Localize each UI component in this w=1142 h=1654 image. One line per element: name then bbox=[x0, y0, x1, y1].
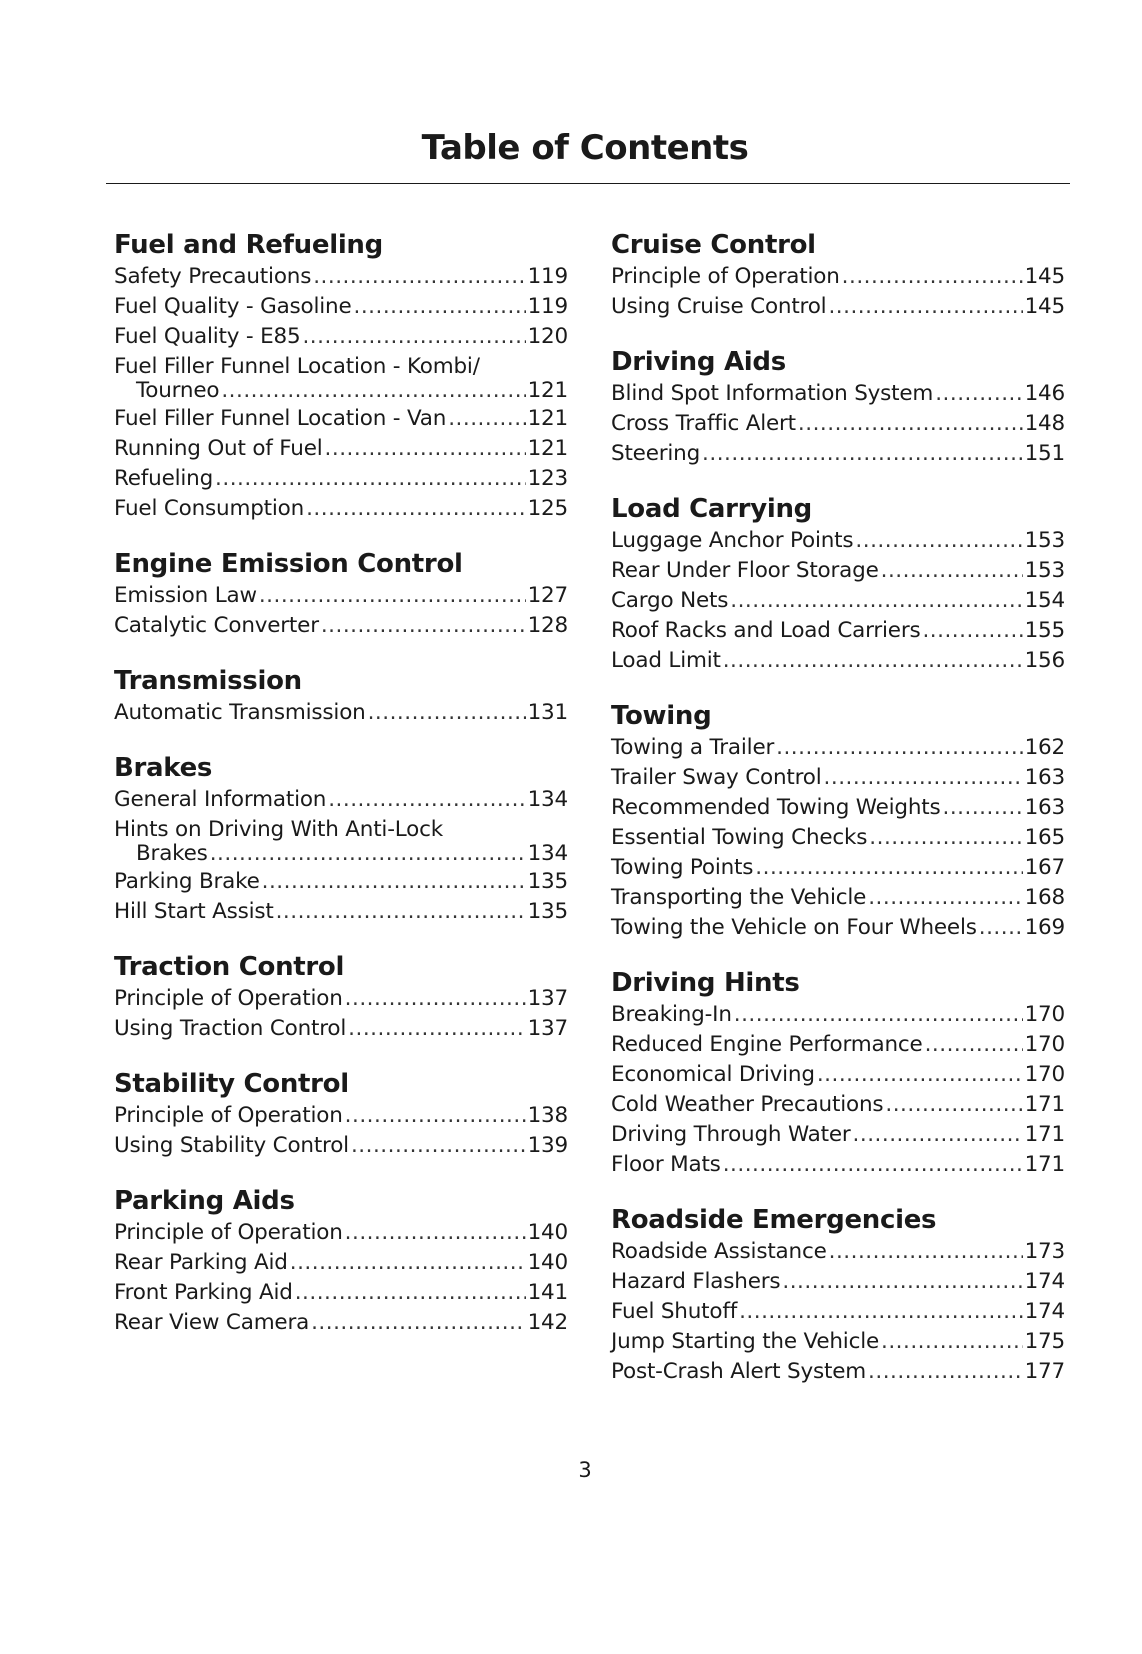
entry-label: Cargo Nets bbox=[611, 588, 729, 613]
entry-page-number: 151 bbox=[1024, 441, 1065, 466]
toc-section-fuel-and-refueling bbox=[114, 228, 568, 524]
dot-leader bbox=[828, 292, 1022, 322]
dot-leader bbox=[935, 379, 1022, 409]
toc-entry[interactable] bbox=[611, 1000, 1065, 1030]
toc-entry[interactable] bbox=[611, 379, 1065, 409]
toc-entry[interactable] bbox=[114, 1278, 568, 1308]
toc-section-traction-control bbox=[114, 950, 568, 1044]
section-heading: Stability Control bbox=[114, 1069, 349, 1099]
entry-label: Using Stability Control bbox=[114, 1133, 349, 1158]
toc-section-brakes bbox=[114, 751, 568, 927]
section-heading: Brakes bbox=[114, 753, 213, 783]
entry-page-number: 142 bbox=[527, 1310, 568, 1335]
toc-entry[interactable] bbox=[114, 581, 568, 611]
section-heading: Load Carrying bbox=[611, 494, 812, 524]
entry-page-number: 123 bbox=[527, 466, 568, 491]
dot-leader bbox=[739, 1297, 1022, 1327]
toc-entry[interactable] bbox=[611, 1237, 1065, 1267]
toc-column-left bbox=[114, 228, 568, 1361]
dot-leader bbox=[368, 698, 526, 728]
entry-page-number: 137 bbox=[527, 986, 568, 1011]
dot-leader bbox=[842, 262, 1023, 292]
entry-page-number: 169 bbox=[1024, 915, 1065, 940]
entry-label: Fuel Filler Funnel Location - Van bbox=[114, 406, 447, 431]
dot-leader bbox=[313, 262, 525, 292]
entry-label: Fuel Consumption bbox=[114, 496, 305, 521]
entry-label: Principle of Operation bbox=[114, 986, 343, 1011]
section-heading: Transmission bbox=[114, 666, 302, 696]
entry-page-number: 175 bbox=[1024, 1329, 1065, 1354]
dot-leader bbox=[855, 526, 1022, 556]
entry-page-number: 138 bbox=[527, 1103, 568, 1128]
toc-entry[interactable] bbox=[114, 404, 568, 434]
entry-label: Using Traction Control bbox=[114, 1016, 347, 1041]
entry-label: Principle of Operation bbox=[114, 1103, 343, 1128]
section-heading: Parking Aids bbox=[114, 1186, 295, 1216]
entry-label: Rear View Camera bbox=[114, 1310, 310, 1335]
dot-leader bbox=[885, 1090, 1022, 1120]
dot-leader bbox=[354, 292, 526, 322]
toc-entry[interactable] bbox=[114, 352, 568, 404]
entry-page-number: 170 bbox=[1024, 1002, 1065, 1027]
entry-page-number: 167 bbox=[1024, 855, 1065, 880]
toc-entry[interactable] bbox=[611, 439, 1065, 469]
entry-page-number: 173 bbox=[1024, 1239, 1065, 1264]
section-heading: Driving Hints bbox=[611, 968, 800, 998]
toc-section-cruise-control bbox=[611, 228, 1065, 322]
entry-page-number: 119 bbox=[527, 294, 568, 319]
entry-label: Luggage Anchor Points bbox=[611, 528, 854, 553]
section-heading: Roadside Emergencies bbox=[611, 1205, 937, 1235]
dot-leader bbox=[869, 823, 1022, 853]
entry-label: Rear Parking Aid bbox=[114, 1250, 288, 1275]
entry-label: Steering bbox=[611, 441, 701, 466]
entry-page-number: 171 bbox=[1024, 1152, 1065, 1177]
entry-label: Safety Precautions bbox=[114, 264, 312, 289]
entry-page-number: 131 bbox=[527, 700, 568, 725]
entry-page-number: 168 bbox=[1024, 885, 1065, 910]
entry-label: Principle of Operation bbox=[114, 1220, 343, 1245]
toc-entry[interactable] bbox=[114, 1248, 568, 1278]
toc-entry[interactable] bbox=[114, 1218, 568, 1248]
toc-entry[interactable] bbox=[114, 464, 568, 494]
toc-entry[interactable] bbox=[611, 793, 1065, 823]
dot-leader bbox=[215, 464, 526, 494]
entry-label: Hill Start Assist bbox=[114, 899, 274, 924]
section-heading: Towing bbox=[611, 701, 712, 731]
toc-entry[interactable] bbox=[611, 1060, 1065, 1090]
section-heading: Traction Control bbox=[114, 952, 345, 982]
dot-leader bbox=[345, 1218, 526, 1248]
dot-leader bbox=[351, 1131, 526, 1161]
dot-leader bbox=[321, 611, 526, 641]
toc-entry[interactable] bbox=[114, 434, 568, 464]
toc-entry[interactable] bbox=[611, 1120, 1065, 1150]
entry-label: Automatic Transmission bbox=[114, 700, 366, 725]
entry-label: Blind Spot Information System bbox=[611, 381, 934, 406]
dot-leader bbox=[290, 1248, 526, 1278]
toc-entry[interactable] bbox=[114, 1131, 568, 1161]
dot-leader bbox=[295, 1278, 526, 1308]
dot-leader bbox=[776, 733, 1022, 763]
entry-page-number: 146 bbox=[1024, 381, 1065, 406]
toc-entry[interactable] bbox=[114, 611, 568, 641]
entry-label: Running Out of Fuel bbox=[114, 436, 323, 461]
entry-label: Cold Weather Precautions bbox=[611, 1092, 884, 1117]
toc-entry[interactable] bbox=[114, 785, 568, 815]
dot-leader bbox=[348, 1014, 525, 1044]
entry-page-number: 121 bbox=[527, 436, 568, 461]
toc-entry[interactable] bbox=[114, 698, 568, 728]
entry-page-number: 121 bbox=[527, 406, 568, 431]
entry-page-number: 140 bbox=[527, 1250, 568, 1275]
entry-page-number: 141 bbox=[527, 1280, 568, 1305]
toc-entry[interactable] bbox=[114, 867, 568, 897]
toc-entry[interactable] bbox=[114, 897, 568, 927]
page-title: Table of Contents bbox=[421, 128, 749, 168]
dot-leader bbox=[345, 1101, 526, 1131]
dot-leader bbox=[868, 883, 1022, 913]
dot-leader bbox=[262, 867, 526, 897]
dot-leader bbox=[798, 409, 1023, 439]
toc-entry[interactable] bbox=[611, 733, 1065, 763]
toc-entry[interactable] bbox=[114, 292, 568, 322]
entry-page-number: 121 bbox=[527, 378, 568, 403]
toc-entry[interactable] bbox=[611, 1030, 1065, 1060]
entry-page-number: 170 bbox=[1024, 1032, 1065, 1057]
dot-leader bbox=[925, 1030, 1023, 1060]
entry-page-number: 165 bbox=[1024, 825, 1065, 850]
entry-page-number: 125 bbox=[527, 496, 568, 521]
entry-label: Principle of Operation bbox=[611, 264, 840, 289]
entry-label: Post-Crash Alert System bbox=[611, 1359, 867, 1384]
toc-entry[interactable] bbox=[611, 763, 1065, 793]
toc-entry[interactable] bbox=[611, 1150, 1065, 1180]
entry-label: Towing the Vehicle on Four Wheels bbox=[611, 915, 977, 940]
entry-page-number: 174 bbox=[1024, 1299, 1065, 1324]
dot-leader bbox=[942, 793, 1022, 823]
entry-label: Tourneo bbox=[136, 378, 220, 403]
entry-page-number: 140 bbox=[527, 1220, 568, 1245]
toc-column-right bbox=[611, 228, 1065, 1410]
toc-entry[interactable] bbox=[611, 1267, 1065, 1297]
entry-page-number: 148 bbox=[1024, 411, 1065, 436]
entry-label: Transporting the Vehicle bbox=[611, 885, 867, 910]
entry-label: Essential Towing Checks bbox=[611, 825, 868, 850]
entry-label: Recommended Towing Weights bbox=[611, 795, 941, 820]
entry-label: Using Cruise Control bbox=[611, 294, 827, 319]
section-heading: Engine Emission Control bbox=[114, 549, 463, 579]
dot-leader bbox=[824, 763, 1023, 793]
toc-entry[interactable] bbox=[611, 646, 1065, 676]
toc-entry[interactable] bbox=[611, 1357, 1065, 1387]
entry-page-number: 127 bbox=[527, 583, 568, 608]
page-number: 3 bbox=[578, 1458, 592, 1482]
entry-label: Roof Racks and Load Carriers bbox=[611, 618, 921, 643]
dot-leader bbox=[210, 841, 526, 867]
dot-leader bbox=[881, 1327, 1023, 1357]
entry-page-number: 163 bbox=[1024, 795, 1065, 820]
entry-page-number: 134 bbox=[527, 787, 568, 812]
entry-label: Towing Points bbox=[611, 855, 754, 880]
entry-page-number: 134 bbox=[527, 841, 568, 866]
entry-label: Floor Mats bbox=[611, 1152, 721, 1177]
section-heading: Cruise Control bbox=[611, 230, 816, 260]
entry-page-number: 128 bbox=[527, 613, 568, 638]
toc-entry[interactable] bbox=[611, 883, 1065, 913]
dot-leader bbox=[782, 1267, 1022, 1297]
dot-leader bbox=[723, 646, 1023, 676]
entry-label: Driving Through Water bbox=[611, 1122, 851, 1147]
entry-label: Emission Law bbox=[114, 583, 257, 608]
entry-label: Refueling bbox=[114, 466, 214, 491]
entry-page-number: 137 bbox=[527, 1016, 568, 1041]
dot-leader bbox=[734, 1000, 1023, 1030]
entry-page-number: 135 bbox=[527, 869, 568, 894]
entry-label: Breaking-In bbox=[611, 1002, 732, 1027]
entry-label: Economical Driving bbox=[611, 1062, 815, 1087]
toc-entry[interactable] bbox=[611, 616, 1065, 646]
entry-page-number: 163 bbox=[1024, 765, 1065, 790]
entry-page-number: 177 bbox=[1024, 1359, 1065, 1384]
entry-page-number: 135 bbox=[527, 899, 568, 924]
toc-section-driving-hints bbox=[611, 966, 1065, 1180]
dot-leader bbox=[755, 853, 1022, 883]
entry-label: Fuel Quality - Gasoline bbox=[114, 294, 352, 319]
toc-entry[interactable] bbox=[114, 494, 568, 524]
toc-entry[interactable] bbox=[611, 586, 1065, 616]
entry-page-number: 120 bbox=[527, 324, 568, 349]
dot-leader bbox=[702, 439, 1023, 469]
entry-label: Hazard Flashers bbox=[611, 1269, 781, 1294]
toc-entry[interactable] bbox=[114, 262, 568, 292]
dot-leader bbox=[276, 897, 526, 927]
entry-label: Brakes bbox=[136, 841, 208, 866]
entry-page-number: 170 bbox=[1024, 1062, 1065, 1087]
entry-label: Hints on Driving With Anti-Lock bbox=[114, 817, 443, 842]
entry-page-number: 145 bbox=[1024, 264, 1065, 289]
dot-leader bbox=[881, 556, 1023, 586]
dot-leader bbox=[868, 1357, 1023, 1387]
entry-page-number: 156 bbox=[1024, 648, 1065, 673]
toc-entry[interactable] bbox=[611, 409, 1065, 439]
dot-leader bbox=[829, 1237, 1023, 1267]
entry-label: Catalytic Converter bbox=[114, 613, 319, 638]
entry-label: General Information bbox=[114, 787, 327, 812]
entry-label: Towing a Trailer bbox=[611, 735, 775, 760]
dot-leader bbox=[922, 616, 1022, 646]
dot-leader bbox=[817, 1060, 1023, 1090]
toc-entry[interactable] bbox=[611, 823, 1065, 853]
entry-label: Load Limit bbox=[611, 648, 721, 673]
toc-section-towing bbox=[611, 699, 1065, 943]
toc-section-parking-aids bbox=[114, 1184, 568, 1338]
toc-entry[interactable] bbox=[114, 322, 568, 352]
entry-label: Front Parking Aid bbox=[114, 1280, 293, 1305]
dot-leader bbox=[221, 378, 525, 404]
entry-page-number: 171 bbox=[1024, 1122, 1065, 1147]
entry-label: Trailer Sway Control bbox=[611, 765, 822, 790]
section-heading: Fuel and Refueling bbox=[114, 230, 383, 260]
toc-entry[interactable] bbox=[114, 1308, 568, 1338]
entry-label: Parking Brake bbox=[114, 869, 260, 894]
toc-section-roadside-emergencies bbox=[611, 1203, 1065, 1387]
toc-section-transmission bbox=[114, 664, 568, 728]
toc-section-stability-control bbox=[114, 1067, 568, 1161]
dot-leader bbox=[979, 913, 1023, 943]
entry-label: Rear Under Floor Storage bbox=[611, 558, 879, 583]
entry-page-number: 174 bbox=[1024, 1269, 1065, 1294]
entry-page-number: 155 bbox=[1024, 618, 1065, 643]
toc-entry[interactable] bbox=[611, 262, 1065, 292]
toc-section-load-carrying bbox=[611, 492, 1065, 676]
toc-entry[interactable] bbox=[611, 913, 1065, 943]
toc-entry[interactable] bbox=[611, 853, 1065, 883]
entry-page-number: 153 bbox=[1024, 528, 1065, 553]
dot-leader bbox=[325, 434, 526, 464]
dot-leader bbox=[723, 1150, 1023, 1180]
dot-leader bbox=[730, 586, 1022, 616]
entry-label: Reduced Engine Performance bbox=[611, 1032, 923, 1057]
entry-page-number: 139 bbox=[527, 1133, 568, 1158]
dot-leader bbox=[328, 785, 525, 815]
dot-leader bbox=[853, 1120, 1023, 1150]
toc-entry[interactable] bbox=[611, 1327, 1065, 1357]
entry-page-number: 153 bbox=[1024, 558, 1065, 583]
dot-leader bbox=[448, 404, 525, 434]
entry-label: Fuel Shutoff bbox=[611, 1299, 738, 1324]
entry-label: Jump Starting the Vehicle bbox=[611, 1329, 880, 1354]
entry-label: Roadside Assistance bbox=[611, 1239, 827, 1264]
entry-page-number: 171 bbox=[1024, 1092, 1065, 1117]
toc-entry[interactable] bbox=[114, 1014, 568, 1044]
dot-leader bbox=[306, 494, 526, 524]
toc-entry[interactable] bbox=[114, 815, 568, 867]
toc-section-engine-emission-control bbox=[114, 547, 568, 641]
entry-page-number: 154 bbox=[1024, 588, 1065, 613]
toc-entry[interactable] bbox=[611, 1297, 1065, 1327]
toc-entry[interactable] bbox=[611, 556, 1065, 586]
toc-entry[interactable] bbox=[114, 1101, 568, 1131]
dot-leader bbox=[302, 322, 525, 352]
entry-label: Fuel Quality - E85 bbox=[114, 324, 301, 349]
toc-section-driving-aids bbox=[611, 345, 1065, 469]
dot-leader bbox=[259, 581, 526, 611]
toc-entry[interactable] bbox=[611, 292, 1065, 322]
entry-page-number: 119 bbox=[527, 264, 568, 289]
title-divider bbox=[106, 183, 1070, 184]
dot-leader bbox=[311, 1308, 525, 1338]
toc-entry[interactable] bbox=[114, 984, 568, 1014]
entry-page-number: 145 bbox=[1024, 294, 1065, 319]
toc-entry[interactable] bbox=[611, 526, 1065, 556]
entry-page-number: 162 bbox=[1024, 735, 1065, 760]
dot-leader bbox=[345, 984, 526, 1014]
entry-label: Cross Traffic Alert bbox=[611, 411, 796, 436]
section-heading: Driving Aids bbox=[611, 347, 786, 377]
toc-entry[interactable] bbox=[611, 1090, 1065, 1120]
entry-label: Fuel Filler Funnel Location - Kombi/ bbox=[114, 354, 480, 379]
